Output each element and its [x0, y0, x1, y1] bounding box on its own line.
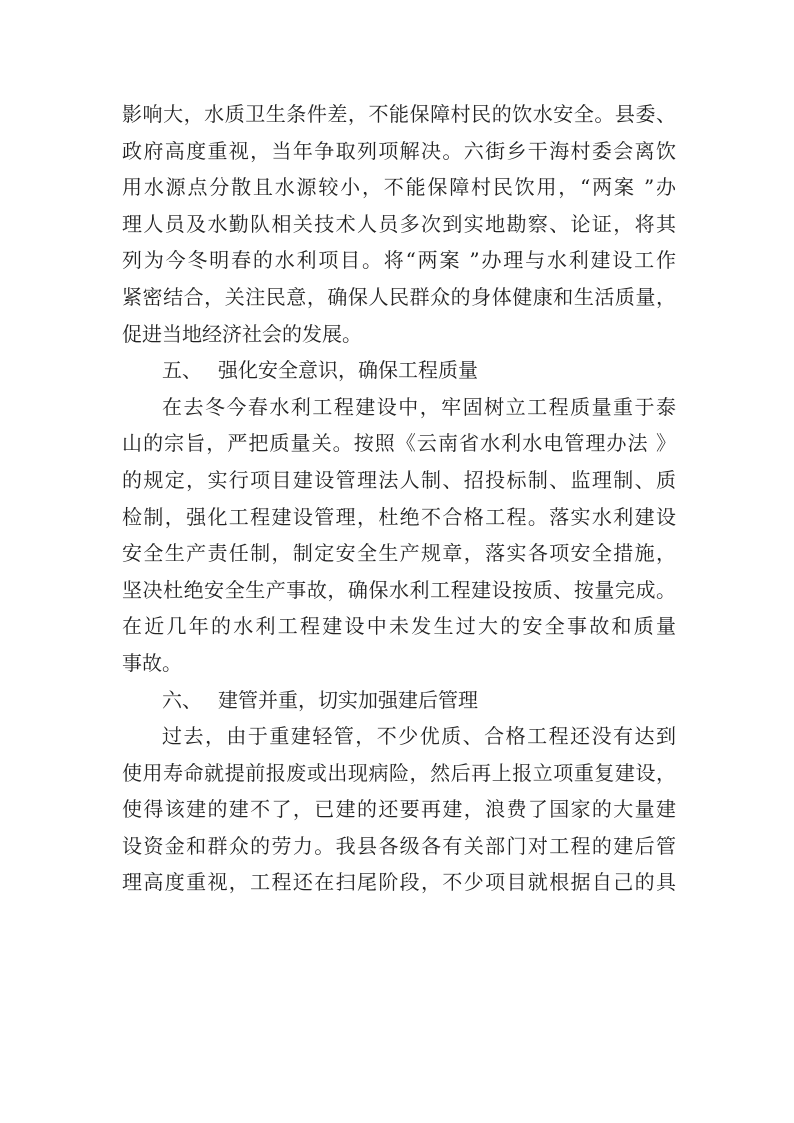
- section-heading-6: [122, 682, 676, 719]
- document-body: [122, 96, 676, 901]
- paragraph-line: 安全生产责任制，制定安全生产规章，落实各项安全措施，: [122, 541, 676, 566]
- paragraph-line: 影响大，水质卫生条件差，不能保障村民的饮水安全。县委、: [122, 102, 676, 126]
- paragraph-line: 列为今冬明春的水利项目。将“两案 ”办理与水利建设工作: [122, 248, 676, 273]
- paragraph-line: 在近几年的水利工程建设中未发生过大的安全事故和质量: [122, 614, 676, 639]
- paragraph-line: 过去，由于重建轻管，不少优质、合格工程还没有达到: [162, 724, 676, 749]
- paragraph-line: 检制，强化工程建设管理，杜绝不合格工程。落实水利建设: [122, 504, 676, 529]
- paragraph-line: 促进当地经济社会的发展。: [122, 321, 362, 346]
- paragraph-line: 使得该建的建不了，已建的还要再建，浪费了国家的大量建: [122, 797, 676, 822]
- paragraph-line: 的规定，实行项目建设管理法人制、招投标制、监理制、质: [122, 467, 676, 492]
- paragraph-line: 使用寿命就提前报废或出现病险，然后再上报立项重复建设，: [122, 760, 676, 785]
- section-number: 六、: [162, 687, 202, 712]
- section-title: 建管并重，切实加强建后管理: [218, 687, 478, 712]
- paragraph-line: 事故。: [122, 650, 182, 675]
- paragraph-line: 坚决杜绝安全生产事故，确保水利工程建设按质、按量完成。: [122, 577, 676, 602]
- paragraph-line: 理高度重视，工程还在扫尾阶段，不少项目就根据自己的具: [122, 870, 676, 895]
- paragraph-line: 理人员及水勤队相关技术人员多次到实地勘察、论证，将其: [122, 211, 676, 236]
- section-number: 五、: [162, 358, 202, 383]
- paragraph-line: 山的宗旨，严把质量关。按照《云南省水利水电管理办法 》: [122, 431, 676, 456]
- paragraph-line: 紧密结合，关注民意，确保人民群众的身体健康和生活质量，: [122, 284, 676, 309]
- section-title: 强化安全意识，确保工程质量: [218, 358, 478, 383]
- paragraph-line: 用水源点分散且水源较小，不能保障村民饮用，“两案 ”办: [122, 175, 676, 200]
- section-heading-5: [122, 352, 676, 389]
- paragraph-line: 政府高度重视，当年争取列项解决。六街乡干海村委会离饮: [122, 138, 676, 163]
- paragraph-line: 在去冬今春水利工程建设中，牢固树立工程质量重于泰: [162, 394, 676, 419]
- paragraph-line: 设资金和群众的劳力。我县各级各有关部门对工程的建后管: [122, 833, 676, 858]
